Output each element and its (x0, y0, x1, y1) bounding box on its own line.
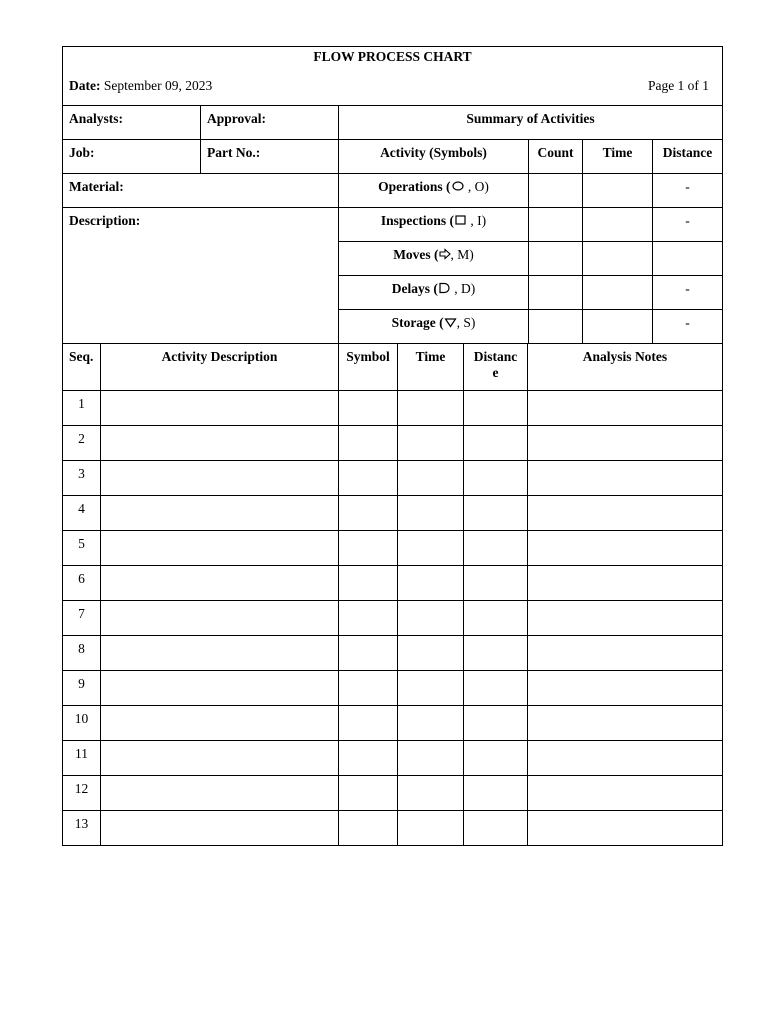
table-row (63, 566, 723, 601)
moves-count[interactable] (529, 242, 583, 276)
activity-description-cell[interactable] (101, 741, 339, 776)
seq-number: 8 (63, 636, 101, 671)
seq-number: 7 (63, 601, 101, 636)
table-row (63, 531, 723, 566)
activity-description-cell[interactable] (101, 566, 339, 601)
material-field[interactable]: Material: (63, 174, 339, 208)
table-row (63, 601, 723, 636)
summary-row-suffix: , O) (464, 179, 489, 194)
page-number: Page 1 of 1 (647, 78, 710, 93)
table-row (63, 776, 723, 811)
summary-row-label: Delays ( (391, 281, 438, 296)
col-symbol: Symbol (339, 344, 398, 391)
col-seq: Seq. (63, 344, 101, 391)
storage-distance[interactable]: - (653, 310, 723, 344)
seq-number: 1 (63, 391, 101, 426)
page-title: FLOW PROCESS CHART (313, 49, 472, 64)
summary-row-label: Storage ( (391, 315, 444, 330)
activity-description-cell[interactable] (101, 461, 339, 496)
delays-time[interactable] (583, 276, 653, 310)
analysis-notes-cell[interactable] (528, 601, 723, 636)
title-cell (63, 47, 723, 106)
d-shape-icon (438, 282, 451, 294)
moves-time[interactable] (583, 242, 653, 276)
inspections-count[interactable] (529, 208, 583, 242)
analysis-notes-cell[interactable] (528, 811, 723, 846)
date-label: Date: (69, 78, 101, 93)
summary-col-time: Time (583, 140, 653, 174)
col-analysis-notes: Analysis Notes (528, 344, 723, 391)
time-cell[interactable] (398, 531, 464, 566)
symbol-cell[interactable] (339, 636, 398, 671)
symbol-cell[interactable] (339, 776, 398, 811)
activity-description-cell[interactable] (101, 601, 339, 636)
inspections-distance[interactable]: - (653, 208, 723, 242)
col-time: Time (398, 344, 464, 391)
analysis-notes-cell[interactable] (528, 776, 723, 811)
symbol-cell[interactable] (339, 391, 398, 426)
summary-row-suffix: , I) (467, 213, 487, 228)
activity-description-cell[interactable] (101, 391, 339, 426)
time-cell[interactable] (398, 706, 464, 741)
analysis-notes-cell[interactable] (528, 531, 723, 566)
symbol-cell[interactable] (339, 426, 398, 461)
summary-row-suffix: , S) (456, 315, 476, 330)
header-summary-table (62, 46, 723, 344)
operations-distance[interactable]: - (653, 174, 723, 208)
activity-description-cell[interactable] (101, 426, 339, 461)
seq-number: 2 (63, 426, 101, 461)
summary-col-activity: Activity (Symbols) (339, 140, 529, 174)
time-cell[interactable] (398, 601, 464, 636)
table-row (63, 391, 723, 426)
symbol-cell[interactable] (339, 566, 398, 601)
summary-row-label: Moves ( (393, 247, 439, 262)
symbol-cell[interactable] (339, 461, 398, 496)
operations-count[interactable] (529, 174, 583, 208)
time-cell[interactable] (398, 391, 464, 426)
summary-row-delays (339, 276, 529, 310)
distance-cell[interactable] (464, 496, 528, 531)
distance-cell[interactable] (464, 391, 528, 426)
summary-row-label: Inspections ( (380, 213, 454, 228)
square-icon (454, 214, 467, 226)
moves-distance[interactable] (653, 242, 723, 276)
summary-row-inspections (339, 208, 529, 242)
symbol-cell[interactable] (339, 531, 398, 566)
activity-description-cell[interactable] (101, 671, 339, 706)
symbol-cell[interactable] (339, 741, 398, 776)
symbol-cell[interactable] (339, 706, 398, 741)
summary-row-moves (339, 242, 529, 276)
distance-cell[interactable] (464, 601, 528, 636)
table-row (63, 671, 723, 706)
approval-field[interactable]: Approval: (201, 106, 339, 140)
analysis-notes-cell[interactable] (528, 391, 723, 426)
summary-col-count: Count (529, 140, 583, 174)
storage-time[interactable] (583, 310, 653, 344)
table-row (63, 706, 723, 741)
seq-number: 4 (63, 496, 101, 531)
time-cell[interactable] (398, 741, 464, 776)
activity-description-cell[interactable] (101, 811, 339, 846)
time-cell[interactable] (398, 636, 464, 671)
col-distance: Distanc e (464, 344, 528, 391)
distance-cell[interactable] (464, 461, 528, 496)
distance-cell[interactable] (464, 811, 528, 846)
distance-cell[interactable] (464, 776, 528, 811)
table-row (63, 461, 723, 496)
seq-number: 3 (63, 461, 101, 496)
analysis-notes-cell[interactable] (528, 671, 723, 706)
activity-log-table (62, 343, 723, 846)
activity-description-cell[interactable] (101, 496, 339, 531)
distance-cell[interactable] (464, 741, 528, 776)
time-cell[interactable] (398, 496, 464, 531)
distance-cell[interactable] (464, 706, 528, 741)
delays-count[interactable] (529, 276, 583, 310)
summary-row-label: Operations ( (378, 179, 451, 194)
analysis-notes-cell[interactable] (528, 461, 723, 496)
symbol-cell[interactable] (339, 811, 398, 846)
date-value: September 09, 2023 (103, 78, 213, 93)
time-cell[interactable] (398, 776, 464, 811)
table-row (63, 636, 723, 671)
triangle-icon (444, 316, 457, 328)
analysis-notes-cell[interactable] (528, 741, 723, 776)
table-row (63, 741, 723, 776)
log-header-row (63, 344, 723, 391)
arrow-icon (439, 248, 451, 260)
delays-distance[interactable]: - (653, 276, 723, 310)
seq-number: 10 (63, 706, 101, 741)
description-field[interactable]: Description: (63, 208, 339, 344)
col-activity-description: Activity Description (101, 344, 339, 391)
time-cell[interactable] (398, 671, 464, 706)
table-row (63, 426, 723, 461)
seq-number: 9 (63, 671, 101, 706)
analysis-notes-cell[interactable] (528, 496, 723, 531)
distance-cell[interactable] (464, 566, 528, 601)
time-cell[interactable] (398, 461, 464, 496)
analysis-notes-cell[interactable] (528, 636, 723, 671)
summary-row-operations (339, 174, 529, 208)
summary-row-storage (339, 310, 529, 344)
time-cell[interactable] (398, 811, 464, 846)
analysts-field[interactable]: Analysts: (63, 106, 201, 140)
symbol-cell[interactable] (339, 671, 398, 706)
flow-process-chart (62, 46, 722, 846)
summary-title: Summary of Activities (339, 106, 723, 140)
distance-cell[interactable] (464, 671, 528, 706)
symbol-cell[interactable] (339, 496, 398, 531)
activity-description-cell[interactable] (101, 531, 339, 566)
seq-number: 5 (63, 531, 101, 566)
activity-description-cell[interactable] (101, 706, 339, 741)
operations-time[interactable] (583, 174, 653, 208)
table-row (63, 496, 723, 531)
inspections-time[interactable] (583, 208, 653, 242)
seq-number: 13 (63, 811, 101, 846)
distance-cell[interactable] (464, 426, 528, 461)
circle-icon (451, 180, 465, 192)
summary-row-suffix: , D) (450, 281, 476, 296)
job-field[interactable]: Job: (63, 140, 201, 174)
symbol-cell[interactable] (339, 601, 398, 636)
activity-description-cell[interactable] (101, 636, 339, 671)
part-no-field[interactable]: Part No.: (201, 140, 339, 174)
distance-cell[interactable] (464, 531, 528, 566)
time-cell[interactable] (398, 566, 464, 601)
table-row (63, 811, 723, 846)
summary-row-suffix: , M) (450, 247, 474, 262)
activity-description-cell[interactable] (101, 776, 339, 811)
analysis-notes-cell[interactable] (528, 426, 723, 461)
seq-number: 6 (63, 566, 101, 601)
summary-col-distance: Distance (653, 140, 723, 174)
analysis-notes-cell[interactable] (528, 566, 723, 601)
distance-cell[interactable] (464, 636, 528, 671)
date-line (69, 78, 212, 94)
analysis-notes-cell[interactable] (528, 706, 723, 741)
seq-number: 12 (63, 776, 101, 811)
seq-number: 11 (63, 741, 101, 776)
time-cell[interactable] (398, 426, 464, 461)
storage-count[interactable] (529, 310, 583, 344)
